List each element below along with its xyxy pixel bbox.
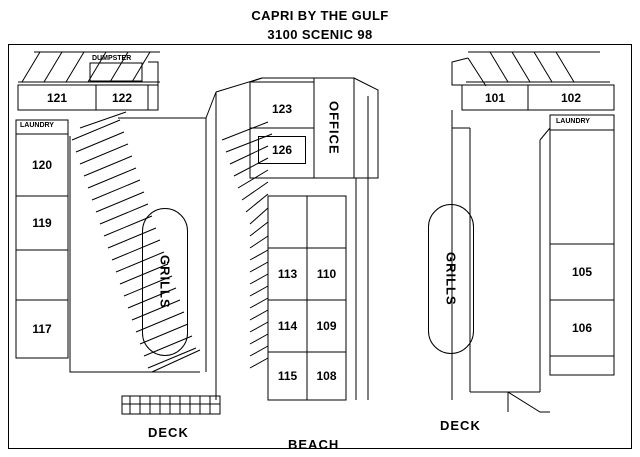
unit-108[interactable]: 108 [316,369,337,383]
grills-left-area [142,208,188,356]
unit-115[interactable]: 115 [277,369,298,383]
unit-114[interactable]: 114 [277,319,298,333]
deck-left-label: DECK [148,425,189,440]
unit-106[interactable]: 106 [571,321,593,335]
office-area [314,78,354,178]
unit-123[interactable]: 123 [271,102,293,116]
unit-109[interactable]: 109 [316,319,337,333]
unit-113[interactable]: 113 [277,267,298,281]
unit-110[interactable]: 110 [316,267,337,281]
laundry-left-label: LAUNDRY [20,122,54,129]
laundry-right-label: LAUNDRY [556,118,590,125]
page-title: CAPRI BY THE GULF [251,8,389,23]
unit-126[interactable]: 126 [258,136,306,164]
grills-right-label: GRILLS [443,252,459,306]
unit-101[interactable]: 101 [484,90,506,105]
page-subtitle: 3100 SCENIC 98 [267,27,373,42]
unit-121[interactable]: 121 [46,90,68,105]
dumpster-label: DUMPSTER [92,55,132,62]
grills-right-area [428,204,474,354]
unit-102[interactable]: 102 [560,90,582,105]
beach-label: BEACH [288,437,340,452]
grills-left-label: GRILLS [157,255,173,309]
deck-right-label: DECK [440,418,481,433]
unit-120[interactable]: 120 [31,158,53,172]
unit-119[interactable]: 119 [32,216,52,230]
unit-117[interactable]: 117 [32,322,52,336]
unit-122[interactable]: 122 [111,90,133,105]
unit-105[interactable]: 105 [571,265,593,279]
office-label: OFFICE [326,101,342,155]
